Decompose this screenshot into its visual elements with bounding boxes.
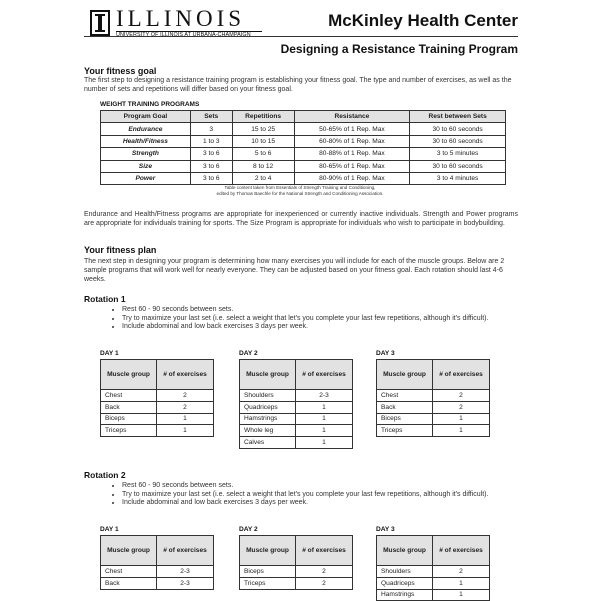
rotation-2-day-3-label: DAY 3 xyxy=(376,526,395,533)
rotation-1-day-1-table xyxy=(100,359,214,437)
muscle-group-cell: Back xyxy=(101,401,157,413)
program-goal-cell: Health/Fitness xyxy=(101,135,191,147)
weight-table-cell: 30 to 60 seconds xyxy=(410,135,506,147)
program-goal-cell: Power xyxy=(101,172,191,184)
day-table-row xyxy=(101,413,214,425)
guideline-item: • Try to maximize your last set (i.e. select a weight that let's you complete your last few repetitions, although it's difficult). xyxy=(122,491,522,500)
weight-training-table xyxy=(100,110,506,185)
muscle-group-header: Muscle group xyxy=(377,536,433,566)
day-table-row xyxy=(377,401,490,413)
exercise-count-cell: 2-3 xyxy=(296,390,353,402)
exercise-count-header: # of exercises xyxy=(296,360,353,390)
day-table-row xyxy=(240,401,353,413)
weight-table-cell: 15 to 25 xyxy=(232,123,294,135)
weight-table-caption: WEIGHT TRAINING PROGRAMS xyxy=(100,101,200,108)
guideline-item: • Include abdominal and low back exercises 3 days per week. xyxy=(122,499,522,508)
exercise-count-cell: 1 xyxy=(433,425,490,437)
exercise-count-cell: 1 xyxy=(296,413,353,425)
rotation-1-day-3-label: DAY 3 xyxy=(376,350,395,357)
rotation-1-day-1-label: DAY 1 xyxy=(100,350,119,357)
muscle-group-cell: Back xyxy=(101,577,157,589)
exercise-count-header: # of exercises xyxy=(157,536,214,566)
weight-table-cell: 30 to 60 seconds xyxy=(410,123,506,135)
health-center-name: McKinley Health Center xyxy=(328,11,518,30)
day-table-header-row xyxy=(240,536,353,566)
rotation-1-guidelines xyxy=(110,306,522,332)
rotation-2-day-1-label: DAY 1 xyxy=(100,526,119,533)
weight-table-header: Resistance xyxy=(294,111,410,123)
muscle-group-header: Muscle group xyxy=(101,360,157,390)
day-table-row xyxy=(240,437,353,449)
exercise-count-cell: 2 xyxy=(296,577,353,589)
weight-table-cell: 80-88% of 1 Rep. Max xyxy=(294,148,410,160)
day-table-row xyxy=(240,413,353,425)
day-table-row xyxy=(101,577,214,589)
day-table-row xyxy=(240,390,353,402)
weight-table-row xyxy=(101,135,506,147)
muscle-group-header: Muscle group xyxy=(377,360,433,390)
day-table-header-row xyxy=(377,360,490,390)
program-goal-cell: Size xyxy=(101,160,191,172)
exercise-count-cell: 2 xyxy=(433,390,490,402)
muscle-group-header: Muscle group xyxy=(240,536,296,566)
guideline-item: • Include abdominal and low back exercises 3 days per week. xyxy=(122,323,522,332)
exercise-count-cell: 1 xyxy=(296,401,353,413)
table-source-note: Table content taken from Essentials of Strength Training and Conditioning, edited by Thomas Baechle for the National Strength and Conditioning Association. xyxy=(216,185,384,196)
weight-table-row xyxy=(101,172,506,184)
exercise-count-header: # of exercises xyxy=(296,536,353,566)
document-title: Designing a Resistance Training Program xyxy=(280,42,518,56)
rotation-2-day-2-table xyxy=(239,535,353,590)
weight-table-row xyxy=(101,160,506,172)
exercise-count-cell: 2 xyxy=(433,566,490,578)
weight-table-header: Rest between Sets xyxy=(410,111,506,123)
exercise-count-cell: 2 xyxy=(433,401,490,413)
exercise-count-cell: 1 xyxy=(296,425,353,437)
weight-table-header: Program Goal xyxy=(101,111,191,123)
exercise-count-cell: 2 xyxy=(157,401,214,413)
day-table-row xyxy=(101,566,214,578)
day-table-row xyxy=(377,589,490,601)
weight-table-cell: 3 to 5 minutes xyxy=(410,148,506,160)
exercise-count-cell: 2-3 xyxy=(157,566,214,578)
rotation-1-day-2-table xyxy=(239,359,353,449)
weight-table-cell: 3 to 4 minutes xyxy=(410,172,506,184)
muscle-group-cell: Biceps xyxy=(240,566,296,578)
day-table-row xyxy=(101,390,214,402)
exercise-count-cell: 2 xyxy=(296,566,353,578)
day-table-row xyxy=(377,566,490,578)
weight-table-cell: 50-65% of 1 Rep. Max xyxy=(294,123,410,135)
muscle-group-cell: Triceps xyxy=(377,425,433,437)
exercise-count-cell: 1 xyxy=(157,413,214,425)
weight-table-cell: 5 to 6 xyxy=(232,148,294,160)
exercise-count-header: # of exercises xyxy=(433,360,490,390)
rotation-2-heading: Rotation 2 xyxy=(84,470,126,480)
rotation-1-day-3-table xyxy=(376,359,490,437)
exercise-count-cell: 1 xyxy=(296,437,353,449)
day-table-row xyxy=(377,425,490,437)
rotation-2-day-2-label: DAY 2 xyxy=(239,526,258,533)
muscle-group-header: Muscle group xyxy=(101,536,157,566)
exercise-count-header: # of exercises xyxy=(433,536,490,566)
day-table-row xyxy=(240,566,353,578)
muscle-group-cell: Shoulders xyxy=(377,566,433,578)
day-table-row xyxy=(377,577,490,589)
muscle-group-cell: Chest xyxy=(377,390,433,402)
block-i-icon xyxy=(90,10,110,36)
exercise-count-cell: 2 xyxy=(157,390,214,402)
logo-wordmark: ILLINOIS xyxy=(116,6,246,31)
weight-table-cell: 1 to 3 xyxy=(190,135,232,147)
guideline-item: • Rest 60 - 90 seconds between sets. xyxy=(122,482,522,491)
weight-table-row xyxy=(101,148,506,160)
day-table-row xyxy=(240,577,353,589)
weight-table-cell: 3 to 6 xyxy=(190,148,232,160)
rotation-2-guidelines xyxy=(110,482,522,508)
day-table-header-row xyxy=(240,360,353,390)
day-table-row xyxy=(101,401,214,413)
rotation-1-day-2-label: DAY 2 xyxy=(239,350,258,357)
day-table-row xyxy=(377,413,490,425)
weight-table-cell: 2 to 4 xyxy=(232,172,294,184)
day-table-row xyxy=(240,425,353,437)
exercise-count-cell: 1 xyxy=(433,589,490,601)
exercise-count-cell: 2-3 xyxy=(157,577,214,589)
fitness-plan-intro: The next step in designing your program is determining how many exercises you will include for each of the muscle groups. Below are 2 sample programs that will work well for nearly everyone. They can be adjusted based on your fitness goal. Each rotation should last 4-6 weeks. xyxy=(84,258,505,283)
day-table-header-row xyxy=(101,360,214,390)
fitness-plan-heading: Your fitness plan xyxy=(84,245,157,255)
exercise-count-cell: 1 xyxy=(433,577,490,589)
fitness-goal-intro: The first step to designing a resistance training program is establishing your fitness goal. The type and number of exercises, as well as the number of sets and repetitions will differ based on your fitness goal. xyxy=(84,77,512,93)
weight-table-cell: 60-80% of 1 Rep. Max xyxy=(294,135,410,147)
muscle-group-cell: Biceps xyxy=(377,413,433,425)
weight-table-header: Sets xyxy=(190,111,232,123)
weight-table-cell: 3 to 6 xyxy=(190,172,232,184)
rotation-1-heading: Rotation 1 xyxy=(84,294,126,304)
rotation-2-day-3-table xyxy=(376,535,490,601)
guideline-item: • Rest 60 - 90 seconds between sets. xyxy=(122,306,522,315)
logo-subtitle: UNIVERSITY OF ILLINOIS AT URBANA-CHAMPAIGN xyxy=(116,32,251,38)
muscle-group-cell: Calves xyxy=(240,437,296,449)
exercise-count-cell: 1 xyxy=(157,425,214,437)
fitness-goal-heading: Your fitness goal xyxy=(84,66,157,76)
muscle-group-cell: Shoulders xyxy=(240,390,296,402)
weight-table-header: Repetitions xyxy=(232,111,294,123)
weight-table-cell: 3 to 6 xyxy=(190,160,232,172)
guideline-item: • Try to maximize your last set (i.e. select a weight that let's you complete your last few repetitions, although it's difficult). xyxy=(122,315,522,324)
program-goal-cell: Endurance xyxy=(101,123,191,135)
muscle-group-cell: Triceps xyxy=(240,577,296,589)
muscle-group-cell: Chest xyxy=(101,566,157,578)
muscle-group-cell: Quadriceps xyxy=(240,401,296,413)
day-table-header-row xyxy=(377,536,490,566)
weight-table-cell: 30 to 60 seconds xyxy=(410,160,506,172)
muscle-group-cell: Hamstrings xyxy=(377,589,433,601)
muscle-group-cell: Hamstrings xyxy=(240,413,296,425)
muscle-group-cell: Whole leg xyxy=(240,425,296,437)
muscle-group-header: Muscle group xyxy=(240,360,296,390)
muscle-group-cell: Chest xyxy=(101,390,157,402)
muscle-group-cell: Back xyxy=(377,401,433,413)
exercise-count-header: # of exercises xyxy=(157,360,214,390)
day-table-row xyxy=(101,425,214,437)
rotation-2-day-1-table xyxy=(100,535,214,590)
weight-table-cell: 3 xyxy=(190,123,232,135)
weight-table-cell: 80-90% of 1 Rep. Max xyxy=(294,172,410,184)
weight-table-row xyxy=(101,123,506,135)
weight-table-cell: 80-65% of 1 Rep. Max xyxy=(294,160,410,172)
muscle-group-cell: Biceps xyxy=(101,413,157,425)
exercise-count-cell: 1 xyxy=(433,413,490,425)
program-appropriateness-text: Endurance and Health/Fitness programs are appropriate for inexperienced or currently inactive individuals. Strength and Power programs are appropriate for individuals training for sports. The Size Program is appropriate for individuals who wish to participate in bodybuilding. xyxy=(84,211,518,227)
muscle-group-cell: Triceps xyxy=(101,425,157,437)
weight-table-cell: 8 to 12 xyxy=(232,160,294,172)
program-goal-cell: Strength xyxy=(101,148,191,160)
muscle-group-cell: Quadriceps xyxy=(377,577,433,589)
header-divider xyxy=(84,36,518,37)
day-table-header-row xyxy=(101,536,214,566)
day-table-row xyxy=(377,390,490,402)
weight-table-cell: 10 to 15 xyxy=(232,135,294,147)
